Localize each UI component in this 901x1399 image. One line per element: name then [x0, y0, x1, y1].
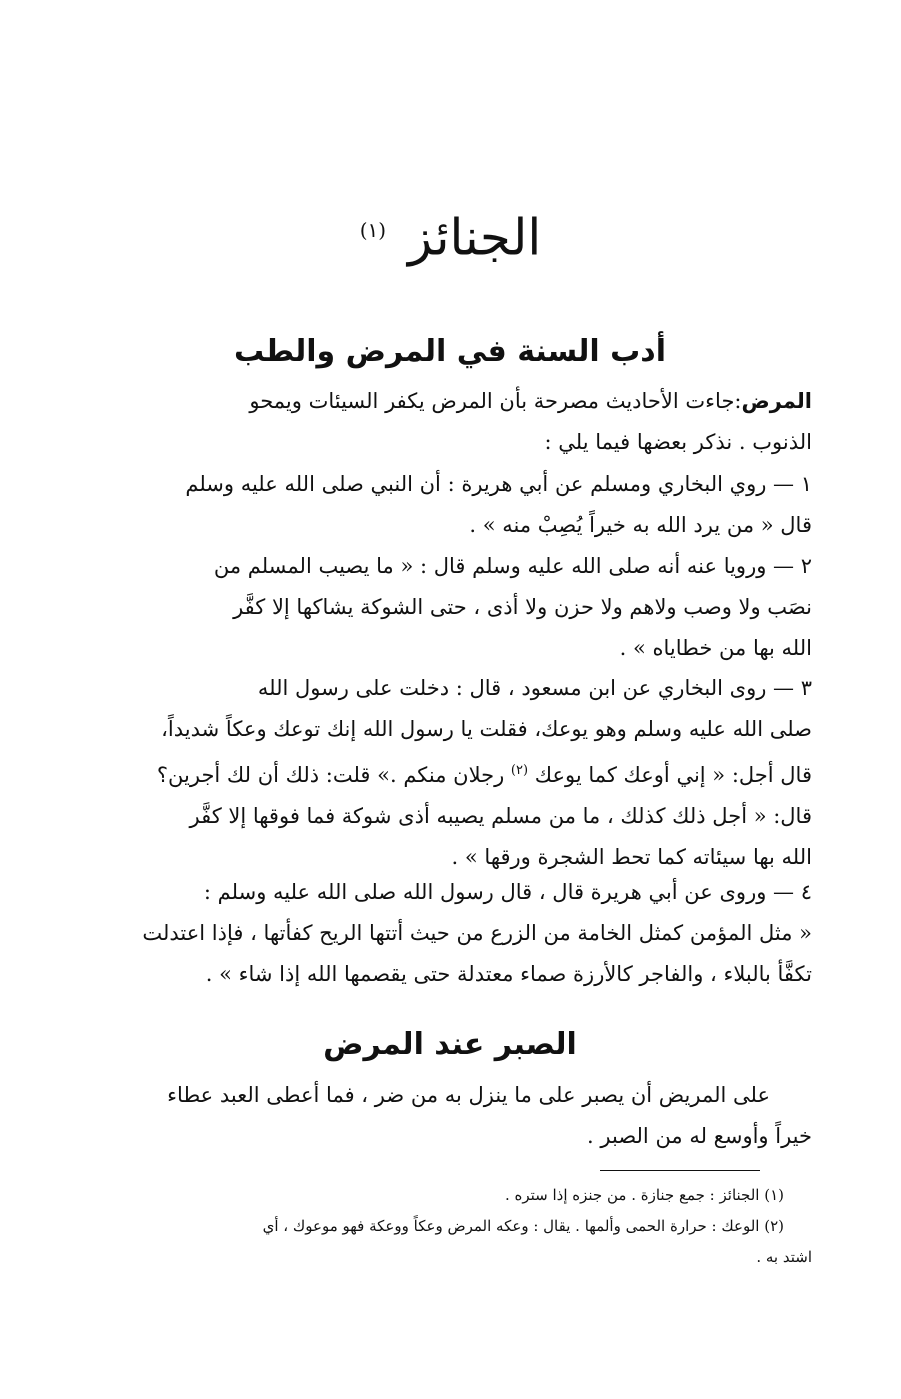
intro-paragraph — [90, 381, 812, 463]
patience-paragraph — [90, 1075, 812, 1157]
hadith-3-line-3-part-b: رجلان منكم .» قلت: ذلك أن لك أجرين؟ — [156, 763, 505, 787]
hadith-4-line-2: « مثل المؤمن كمثل الخامة من الزرع من حيث أتتها الريح كفأتها ، فإذا اعتدلت — [142, 921, 812, 945]
patience-line-1: على المريض أن يصبر على ما ينزل به من ضر ، فما أعطى العبد عطاء — [167, 1083, 770, 1107]
patience-line-2: خيراً وأوسع له من الصبر . — [587, 1124, 812, 1148]
hadith-3-line-3-part-a: قال أجل: « إني أوعك كما يوعك — [534, 763, 812, 787]
hadith-3-line-3 — [90, 750, 812, 796]
hadith-3 — [90, 668, 812, 878]
hadith-3-line-2: صلى الله عليه وسلم وهو يوعك، فقلت يا رسول الله إنك توعك وعكاً شديداً، — [161, 717, 812, 741]
footnote-2-line-2: اشتد به . — [756, 1248, 812, 1266]
footnote-ref-2: (٢) — [510, 763, 529, 778]
hadith-1-line-2: قال « من يرد الله به خيراً يُصِبْ منه » . — [469, 513, 812, 537]
hadith-2-line-1: ٢ — ورويا عنه أنه صلى الله عليه وسلم قال : « ما يصيب المسلم من — [213, 554, 812, 578]
hadith-4-line-3: تكفَّأ بالبلاء ، والفاجر كالأرزة صماء معتدلة حتى يقصمها الله إذا شاء » . — [205, 962, 812, 986]
hadith-3-line-5: الله بها سيئاته كما تحط الشجرة ورقها » . — [451, 845, 812, 869]
hadith-2 — [90, 546, 812, 669]
hadith-1-line-1: ١ — روي البخاري ومسلم عن أبي هريرة : أن النبي صلى الله عليه وسلم — [185, 472, 812, 496]
intro-line-1: :جاءت الأحاديث مصرحة بأن المرض يكفر السيئات ويمحو — [249, 389, 742, 413]
footnote-separator — [600, 1170, 760, 1171]
chapter-title — [0, 190, 901, 278]
section-heading-illness-etiquette: أدب السنة في المرض والطب — [234, 334, 666, 369]
section-heading-patience: الصبر عند المرض — [323, 1027, 577, 1062]
intro-lead-word: المرض — [741, 389, 812, 413]
chapter-footnote-ref: (١) — [359, 218, 387, 242]
hadith-2-line-2: نصَب ولا وصب ولاهم ولا حزن ولا أذى ، حتى الشوكة يشاكها إلا كفَّر — [233, 595, 812, 619]
hadith-4 — [90, 872, 812, 995]
intro-line-2: الذنوب . نذكر بعضها فيما يلي : — [544, 430, 812, 454]
chapter-title-text: الجنائز — [408, 208, 542, 267]
hadith-3-line-1: ٣ — روى البخاري عن ابن مسعود ، قال : دخلت على رسول الله — [257, 676, 812, 700]
footnotes — [90, 1180, 812, 1273]
hadith-2-line-3: الله بها من خطاياه » . — [619, 636, 812, 660]
footnote-1: (١) الجنائز : جمع جنازة . من جنزه إذا ستره . — [504, 1186, 784, 1204]
hadith-4-line-1: ٤ — وروى عن أبي هريرة قال ، قال رسول الله صلى الله عليه وسلم : — [203, 880, 812, 904]
hadith-1 — [90, 464, 812, 546]
hadith-3-line-4: قال: « أجل ذلك كذلك ، ما من مسلم يصيبه أذى شوكة فما فوقها إلا كفَّر — [189, 804, 812, 828]
footnote-2-line-1: (٢) الوعك : حرارة الحمى وألمها . يقال : وعكه المرض وعكاً ووعكة فهو موعوك ، أي — [262, 1217, 784, 1235]
